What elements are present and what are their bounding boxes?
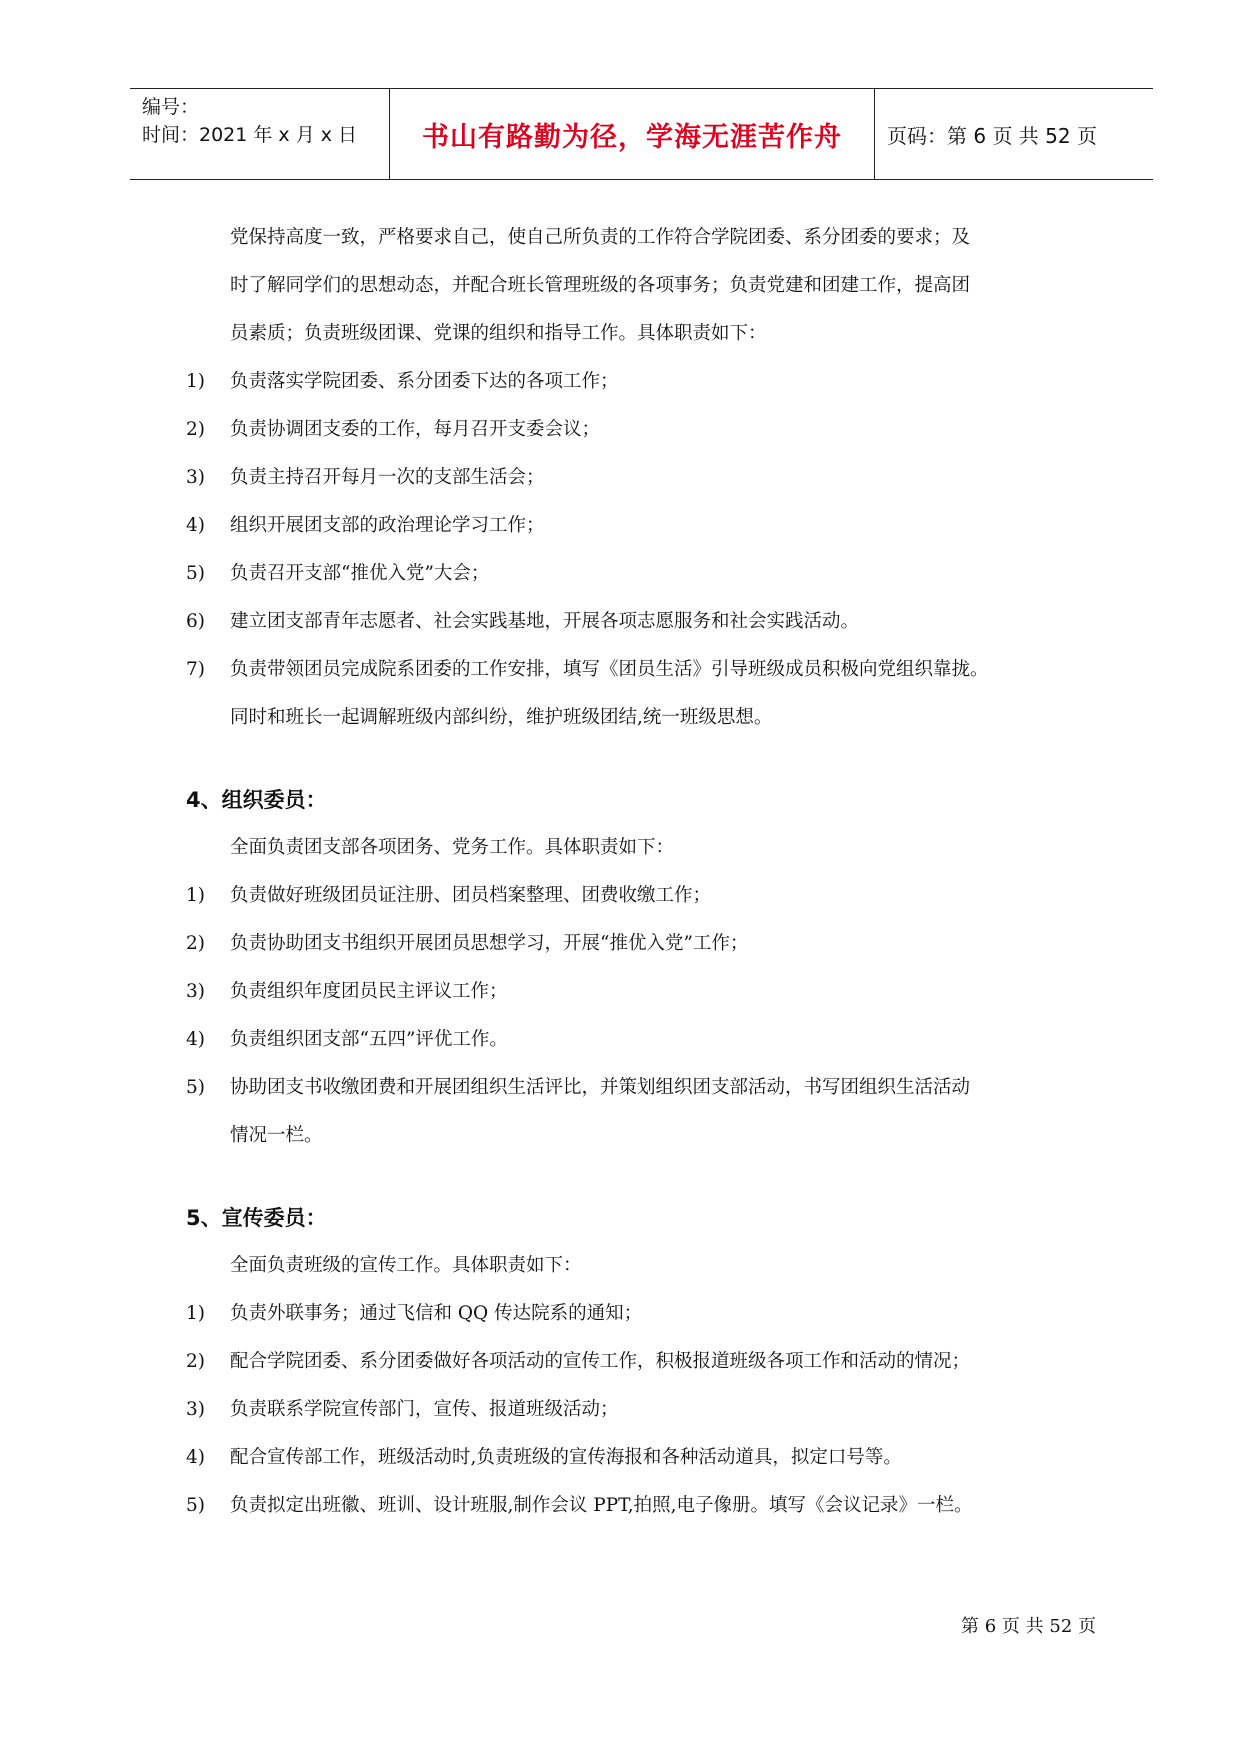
section-heading: 5、宣传委员： (186, 1206, 327, 1230)
list-item (186, 1434, 1126, 1482)
header-meta-cell (130, 89, 390, 179)
document-body (186, 214, 1126, 1530)
header-page-cell (875, 89, 1153, 179)
list-number: 4) (186, 515, 205, 536)
list-item (186, 550, 1126, 598)
list-number: 2) (186, 419, 205, 440)
list-item (186, 1338, 1126, 1386)
list-text: 负责落实学院团委、系分团委下达的各项工作； (230, 371, 619, 392)
list-number: 7) (186, 659, 205, 680)
list-text: 配合宣传部工作，班级活动时,负责班级的宣传海报和各种活动道具，拟定口号等。 (230, 1447, 902, 1468)
page-footer (961, 1612, 1096, 1638)
paragraph-line: 时了解同学们的思想动态，并配合班长管理班级的各项事务；负责党建和团建工作，提高团 (230, 275, 971, 296)
list-number: 3) (186, 1399, 205, 1420)
list-text: 负责外联事务；通过飞信和 QQ 传达院系的通知； (230, 1303, 643, 1324)
list-number: 4) (186, 1447, 205, 1468)
list-number: 4) (186, 1029, 205, 1050)
list-number: 5) (186, 1077, 205, 1098)
section-gap (186, 1160, 1126, 1194)
footer-page-number: 第 6 页 共 52 页 (961, 1616, 1096, 1637)
list-text: 负责召开支部“推优入党”大会； (230, 563, 490, 584)
list-text: 负责拟定出班徽、班训、设计班服,制作会议 PPT,拍照,电子像册。填写《会议记录》一栏。 (230, 1495, 973, 1516)
section-heading: 4、组织委员： (186, 788, 327, 812)
document-header (130, 88, 1153, 180)
list-number: 2) (186, 1351, 205, 1372)
list-item (186, 406, 1126, 454)
list-item (186, 1482, 1126, 1530)
list-number: 2) (186, 933, 205, 954)
list-text: 负责带领团员完成院系团委的工作安排，填写《团员生活》引导班级成员积极向党组织靠拢。 (230, 659, 989, 680)
page-label: 页码：第 6 页 共 52 页 (887, 123, 1097, 148)
list-number: 6) (186, 611, 205, 632)
list-number: 1) (186, 1303, 205, 1324)
list-item (186, 598, 1126, 646)
list-item (186, 872, 1126, 920)
list-text: 负责做好班级团员证注册、团员档案整理、团费收缴工作； (230, 885, 712, 906)
list-item (186, 1016, 1126, 1064)
section-gap (186, 742, 1126, 776)
list-item (186, 968, 1126, 1016)
list-number: 3) (186, 981, 205, 1002)
time-label: 时间：2021 年 x 月 x 日 (142, 124, 358, 146)
code-label: 编号： (142, 96, 200, 118)
list-text: 协助团支书收缴团费和开展团组织生活评比，并策划组织团支部活动，书写团组织生活活动 (230, 1077, 971, 1098)
list-text: 负责联系学院宣传部门，宣传、报道班级活动； (230, 1399, 619, 1420)
list-item (186, 502, 1126, 550)
paragraph-line: 党保持高度一致，严格要求自己，使自己所负责的工作符合学院团委、系分团委的要求；及 (230, 227, 971, 248)
list-number: 3) (186, 467, 205, 488)
list-text: 负责协助团支书组织开展团员思想学习，开展“推优入党”工作； (230, 933, 749, 954)
list-text: 配合学院团委、系分团委做好各项活动的宣传工作，积极报道班级各项工作和活动的情况； (230, 1351, 971, 1372)
list-item (186, 1386, 1126, 1434)
header-motto-cell (390, 89, 875, 179)
list-number: 5) (186, 563, 205, 584)
list-number: 1) (186, 371, 205, 392)
list-item (186, 646, 1126, 694)
list-text: 组织开展团支部的政治理论学习工作； (230, 515, 545, 536)
list-text: 负责组织年度团员民主评议工作； (230, 981, 508, 1002)
list-text: 负责组织团支部“五四”评优工作。 (230, 1029, 508, 1050)
list-text: 建立团支部青年志愿者、社会实践基地，开展各项志愿服务和社会实践活动。 (230, 611, 860, 632)
list-item (186, 1064, 1126, 1112)
list-item (186, 1290, 1126, 1338)
list-number: 5) (186, 1495, 205, 1516)
list-text: 负责协调团支委的工作，每月召开支委会议； (230, 419, 601, 440)
list-item (186, 358, 1126, 406)
list-item-continuation: 情况一栏。 (230, 1125, 323, 1146)
list-item (186, 920, 1126, 968)
section-intro: 全面负责班级的宣传工作。具体职责如下： (230, 1255, 582, 1276)
paragraph-line: 员素质；负责班级团课、党课的组织和指导工作。具体职责如下： (230, 323, 767, 344)
list-item-continuation: 同时和班长一起调解班级内部纠纷，维护班级团结,统一班级思想。 (230, 707, 773, 728)
section-intro: 全面负责团支部各项团务、党务工作。具体职责如下： (230, 837, 675, 858)
motto-text: 书山有路勤为径，学海无涯苦作舟 (422, 121, 842, 153)
list-number: 1) (186, 885, 205, 906)
list-item (186, 454, 1126, 502)
list-text: 负责主持召开每月一次的支部生活会； (230, 467, 545, 488)
